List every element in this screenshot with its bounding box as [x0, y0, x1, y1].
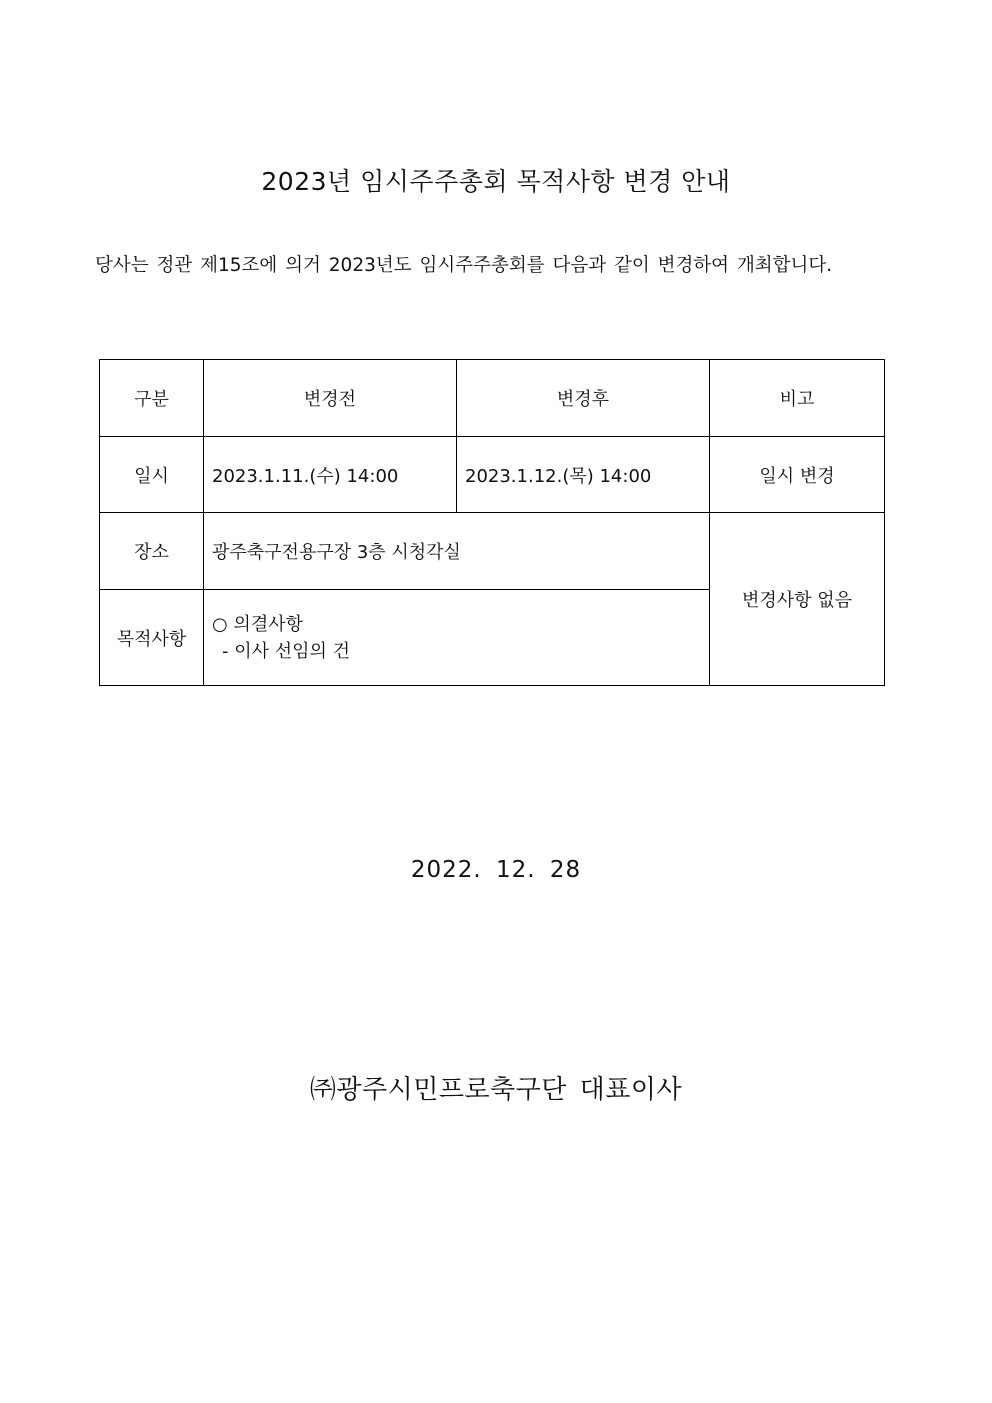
- purpose-line-resolution: ○ 의결사항: [212, 613, 303, 635]
- purpose-label: 목적사항: [100, 590, 204, 686]
- datetime-note: 일시 변경: [710, 437, 885, 513]
- datetime-after: 2023.1.12.(목) 14:00: [457, 437, 710, 513]
- datetime-label: 일시: [100, 437, 204, 513]
- purpose-line-director-election: - 이사 선임의 건: [222, 640, 350, 662]
- datetime-before: 2023.1.11.(수) 14:00: [204, 437, 457, 513]
- venue-label: 장소: [100, 513, 204, 590]
- table-row-venue: [100, 513, 885, 590]
- header-after: 변경후: [457, 360, 710, 437]
- change-table: [99, 359, 885, 686]
- purpose-value: [204, 590, 710, 686]
- table-header-row: [100, 360, 885, 437]
- venue-value: 광주축구전용구장 3층 시청각실: [204, 513, 710, 590]
- document-date: 2022. 12. 28: [410, 857, 582, 883]
- header-before: 변경전: [204, 360, 457, 437]
- no-change-note: 변경사항 없음: [710, 513, 885, 686]
- header-note: 비고: [710, 360, 885, 437]
- document-title: 2023년 임시주주총회 목적사항 변경 안내: [261, 167, 731, 196]
- company-signature: ㈜광주시민프로축구단 대표이사: [309, 1075, 683, 1105]
- intro-paragraph: 당사는 정관 제15조에 의거 2023년도 임시주주총회를 다음과 같이 변경하여 개최합니다.: [95, 255, 833, 276]
- table-row-datetime: [100, 437, 885, 513]
- header-category: 구분: [100, 360, 204, 437]
